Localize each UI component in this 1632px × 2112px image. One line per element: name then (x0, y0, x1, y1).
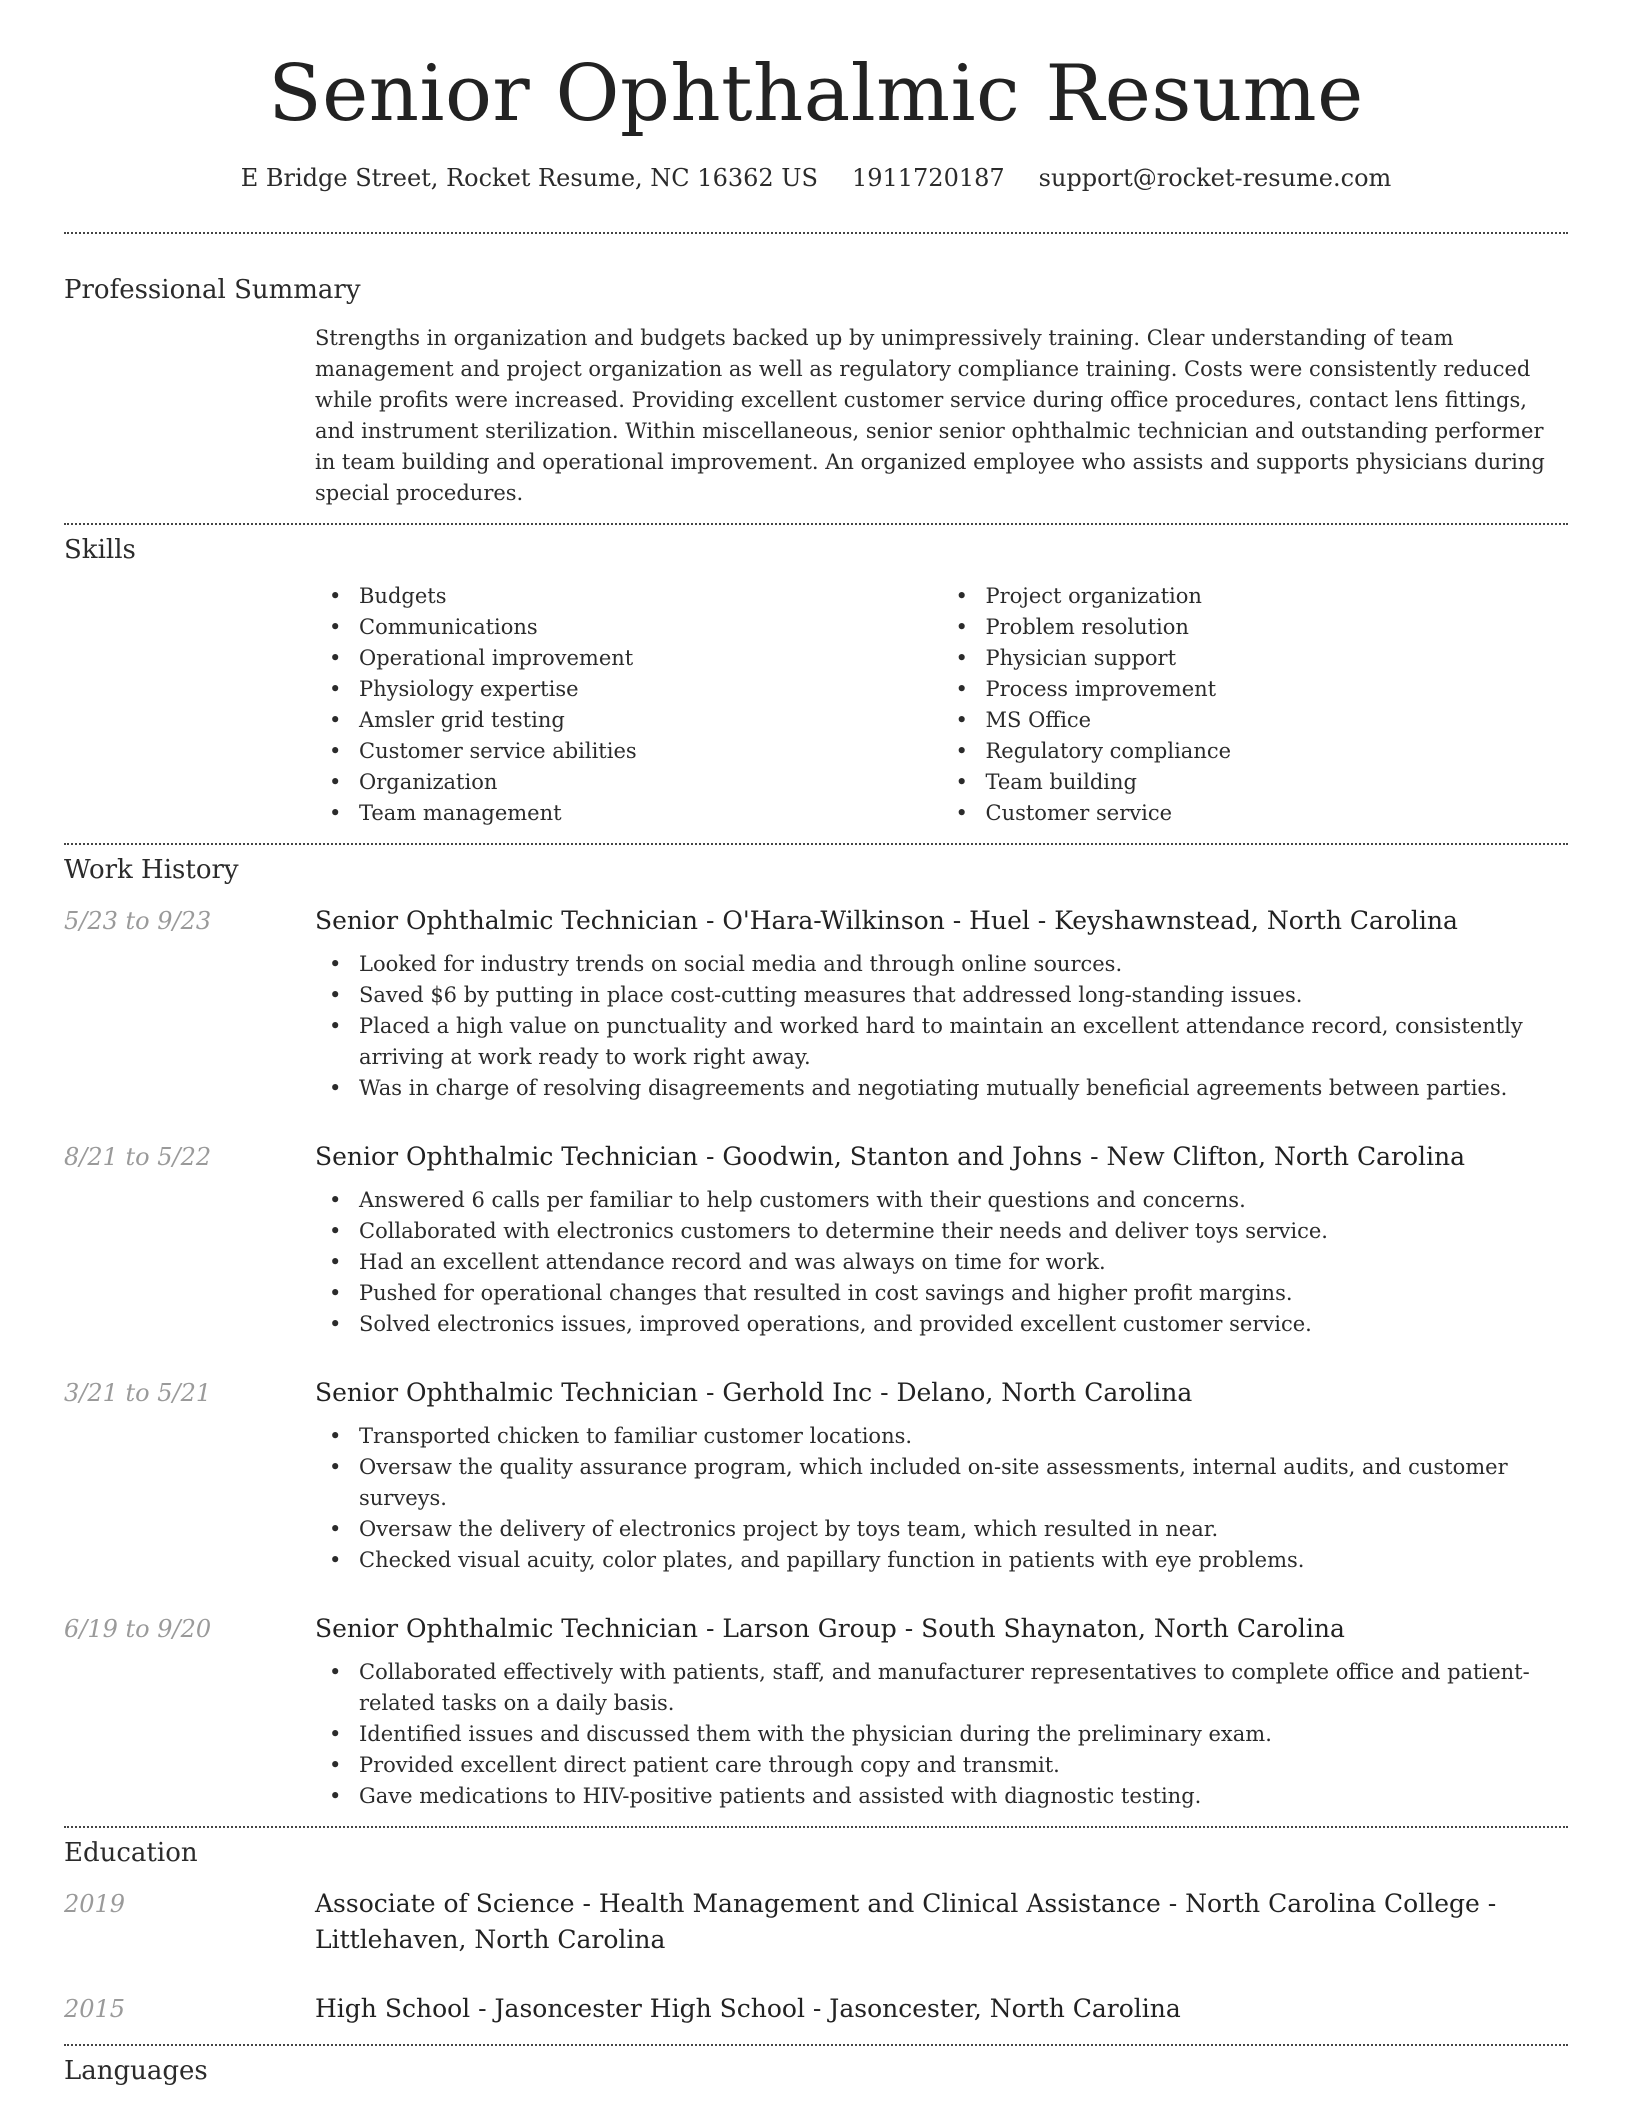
job-entry (64, 1611, 1568, 1812)
section-title-work: Work History (64, 854, 239, 885)
job-title: Senior Ophthalmic Technician - Gerhold Inc - Delano, North Carolina (315, 1377, 1193, 1407)
job-entry (64, 1375, 1568, 1576)
skill-item: • Organization (315, 767, 942, 798)
job-bullets (315, 1185, 1568, 1340)
job-bullet: • Gave medications to HIV-positive patients and assisted with diagnostic testing. (315, 1781, 1568, 1812)
skill-item: • Physiology expertise (315, 674, 942, 705)
education-entry (64, 1991, 1568, 2027)
contact-email: support@rocket-resume.com (1038, 163, 1392, 192)
skill-item: • Team building (942, 767, 1569, 798)
skill-item: • MS Office (942, 705, 1569, 736)
skill-item: • Process improvement (942, 674, 1569, 705)
education-title: High School - Jasoncester High School - Jasoncester, North Carolina (315, 1993, 1181, 2023)
job-bullet: • Answered 6 calls per familiar to help customers with their questions and concerns. (315, 1185, 1568, 1216)
job-bullet: • Had an excellent attendance record and was always on time for work. (315, 1247, 1568, 1278)
job-bullet: • Saved $6 by putting in place cost-cutting measures that addressed long-standing issues. (315, 980, 1568, 1011)
job-bullet: • Collaborated effectively with patients, staff, and manufacturer representatives to complete office and patient-related tasks on a daily basis. (315, 1657, 1568, 1719)
job-bullet: • Looked for industry trends on social media and through online sources. (315, 949, 1568, 980)
skill-item: • Physician support (942, 643, 1569, 674)
divider (64, 523, 1568, 525)
job-bullet: • Collaborated with electronics customers to determine their needs and deliver toys service. (315, 1216, 1568, 1247)
job-bullets (315, 1657, 1568, 1812)
divider (64, 232, 1568, 234)
job-bullet: • Solved electronics issues, improved operations, and provided excellent customer service. (315, 1309, 1568, 1340)
skill-item: • Customer service (942, 798, 1569, 829)
job-date: 5/23 to 9/23 (64, 906, 212, 935)
skill-item: • Team management (315, 798, 942, 829)
skill-item: • Operational improvement (315, 643, 942, 674)
contact-phone: 1911720187 (851, 163, 1005, 192)
section-title-education: Education (64, 1837, 198, 1868)
skills-list (315, 581, 1568, 829)
job-bullet: • Identified issues and discussed them with the physician during the preliminary exam. (315, 1719, 1568, 1750)
skill-item: • Communications (315, 612, 942, 643)
summary-text: Strengths in organization and budgets backed up by unimpressively training. Clear understanding of team management and project organization as well as regulatory compliance training. Costs were consistently reduced while profits were increased. Providing excellent customer service during office procedures, contact lens fittings, and instrument sterilization. Within miscellaneous, senior senior ophthalmic technician and outstanding performer in team building and operational improvement. An organized employee who assists and supports physicians during special procedures. (315, 325, 1545, 505)
skill-item: • Regulatory compliance (942, 736, 1569, 767)
skill-item: • Problem resolution (942, 612, 1569, 643)
divider (64, 2044, 1568, 2046)
languages-section (64, 2056, 1568, 2086)
contact-address: E Bridge Street, Rocket Resume, NC 16362 US (240, 163, 818, 192)
section-title-languages: Languages (64, 2055, 208, 2086)
summary-section (64, 275, 1568, 509)
divider (64, 843, 1568, 845)
job-title: Senior Ophthalmic Technician - Larson Group - South Shaynaton, North Carolina (315, 1613, 1345, 1643)
skill-item: • Customer service abilities (315, 736, 942, 767)
job-date: 6/19 to 9/20 (64, 1614, 212, 1643)
job-date: 3/21 to 5/21 (64, 1378, 212, 1407)
education-date: 2019 (64, 1889, 126, 1918)
skills-section (64, 535, 1568, 829)
contact-line (64, 164, 1568, 192)
job-bullet: • Oversaw the delivery of electronics project by toys team, which resulted in near. (315, 1514, 1568, 1545)
job-title: Senior Ophthalmic Technician - O'Hara-Wilkinson - Huel - Keyshawnstead, North Carolina (315, 905, 1458, 935)
resume-name: Senior Ophthalmic Resume (268, 49, 1364, 139)
job-bullet: • Oversaw the quality assurance program, which included on-site assessments, internal audits, and customer surveys. (315, 1452, 1568, 1514)
job-entry (64, 1139, 1568, 1340)
job-title: Senior Ophthalmic Technician - Goodwin, Stanton and Johns - New Clifton, North Carolina (315, 1141, 1466, 1171)
job-date: 8/21 to 5/22 (64, 1142, 212, 1171)
section-title-skills: Skills (64, 534, 136, 565)
job-bullet: • Provided excellent direct patient care through copy and transmit. (315, 1750, 1568, 1781)
education-entry (64, 1886, 1568, 1958)
job-bullet: • Pushed for operational changes that resulted in cost savings and higher profit margins. (315, 1278, 1568, 1309)
education-section (64, 1838, 1568, 2027)
job-bullet: • Checked visual acuity, color plates, and papillary function in patients with eye problems. (315, 1545, 1568, 1576)
job-bullet: • Placed a high value on punctuality and worked hard to maintain an excellent attendance record, consistently arriving at work ready to work right away. (315, 1011, 1568, 1073)
education-date: 2015 (64, 1994, 126, 2023)
skill-item: • Budgets (315, 581, 942, 612)
job-bullets (315, 949, 1568, 1104)
work-section (64, 855, 1568, 1812)
job-bullet: • Was in charge of resolving disagreements and negotiating mutually beneficial agreements between parties. (315, 1073, 1568, 1104)
skill-item: • Amsler grid testing (315, 705, 942, 736)
job-bullets (315, 1421, 1568, 1576)
section-title-summary: Professional Summary (64, 274, 361, 305)
divider (64, 1826, 1568, 1828)
education-title: Associate of Science - Health Management and Clinical Assistance - North Carolina College - Littlehaven, North Carolina (315, 1888, 1497, 1954)
skill-item: • Project organization (942, 581, 1569, 612)
job-entry (64, 903, 1568, 1104)
job-bullet: • Transported chicken to familiar customer locations. (315, 1421, 1568, 1452)
